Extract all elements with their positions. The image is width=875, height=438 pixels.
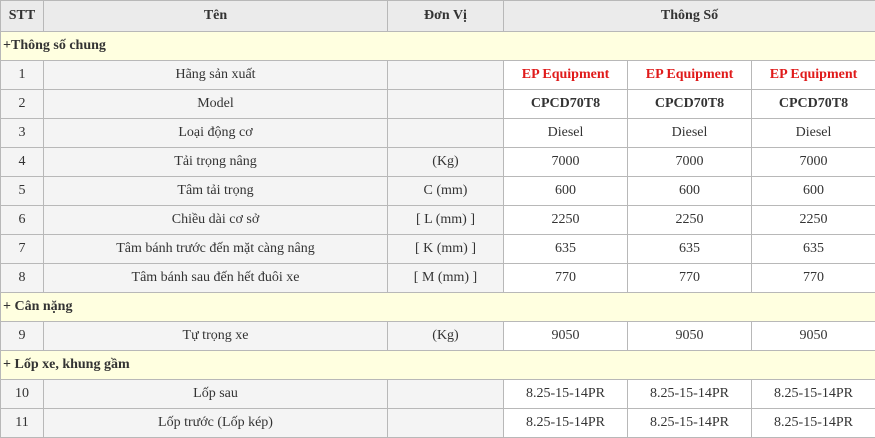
row-stt: 1 <box>1 61 44 90</box>
row-value: 8.25-15-14PR <box>504 409 628 438</box>
row-stt: 5 <box>1 177 44 206</box>
row-value: EP Equipment <box>628 61 752 90</box>
row-stt: 3 <box>1 119 44 148</box>
row-value: 635 <box>504 235 628 264</box>
row-unit <box>388 409 504 438</box>
row-stt: 11 <box>1 409 44 438</box>
row-value: 8.25-15-14PR <box>628 380 752 409</box>
row-stt: 2 <box>1 90 44 119</box>
section-row <box>1 32 875 61</box>
row-stt: 10 <box>1 380 44 409</box>
row-value: CPCD70T8 <box>504 90 628 119</box>
section-title: + Cân nặng <box>1 293 875 322</box>
row-value: 7000 <box>752 148 875 177</box>
row-value: 770 <box>504 264 628 293</box>
row-value: CPCD70T8 <box>752 90 875 119</box>
row-value: 600 <box>504 177 628 206</box>
row-name: Tâm bánh trước đến mặt càng nâng <box>44 235 388 264</box>
section-row <box>1 293 875 322</box>
row-value: 770 <box>752 264 875 293</box>
row-value: 600 <box>752 177 875 206</box>
row-name: Lốp sau <box>44 380 388 409</box>
header-name: Tên <box>44 1 388 32</box>
row-value: 8.25-15-14PR <box>504 380 628 409</box>
row-value: 7000 <box>504 148 628 177</box>
row-unit: [ L (mm) ] <box>388 206 504 235</box>
row-value: 8.25-15-14PR <box>628 409 752 438</box>
row-name: Lốp trước (Lốp kép) <box>44 409 388 438</box>
header-unit: Đơn Vị <box>388 1 504 32</box>
row-stt: 7 <box>1 235 44 264</box>
header-stt: STT <box>1 1 44 32</box>
table-row <box>1 235 875 264</box>
table-row <box>1 322 875 351</box>
table-row <box>1 409 875 438</box>
row-value: 8.25-15-14PR <box>752 380 875 409</box>
row-name: Loại động cơ <box>44 119 388 148</box>
row-name: Chiều dài cơ sở <box>44 206 388 235</box>
table-row <box>1 206 875 235</box>
row-value: 2250 <box>628 206 752 235</box>
section-title: +Thông số chung <box>1 32 875 61</box>
section-row <box>1 351 875 380</box>
row-value: 2250 <box>504 206 628 235</box>
row-value: EP Equipment <box>752 61 875 90</box>
row-value: 9050 <box>504 322 628 351</box>
section-title: + Lốp xe, khung gầm <box>1 351 875 380</box>
row-name: Tự trọng xe <box>44 322 388 351</box>
table-row <box>1 264 875 293</box>
table-row <box>1 61 875 90</box>
row-unit: [ K (mm) ] <box>388 235 504 264</box>
row-stt: 6 <box>1 206 44 235</box>
row-value: 635 <box>752 235 875 264</box>
table-row <box>1 177 875 206</box>
row-unit: (Kg) <box>388 148 504 177</box>
row-value: 600 <box>628 177 752 206</box>
row-value: 8.25-15-14PR <box>752 409 875 438</box>
row-value: 770 <box>628 264 752 293</box>
row-value: 9050 <box>628 322 752 351</box>
row-unit: (Kg) <box>388 322 504 351</box>
row-stt: 4 <box>1 148 44 177</box>
row-value: EP Equipment <box>504 61 628 90</box>
table-row <box>1 380 875 409</box>
row-unit: [ M (mm) ] <box>388 264 504 293</box>
row-value: Diesel <box>504 119 628 148</box>
row-stt: 8 <box>1 264 44 293</box>
row-value: 7000 <box>628 148 752 177</box>
row-unit <box>388 90 504 119</box>
row-value: 635 <box>628 235 752 264</box>
row-value: 2250 <box>752 206 875 235</box>
table-row <box>1 90 875 119</box>
row-value: CPCD70T8 <box>628 90 752 119</box>
row-name: Tâm bánh sau đến hết đuôi xe <box>44 264 388 293</box>
row-value: Diesel <box>752 119 875 148</box>
row-value: 9050 <box>752 322 875 351</box>
row-name: Model <box>44 90 388 119</box>
row-unit <box>388 380 504 409</box>
row-name: Tâm tải trọng <box>44 177 388 206</box>
row-unit <box>388 61 504 90</box>
header-spec: Thông Số <box>504 1 875 32</box>
table-row <box>1 148 875 177</box>
row-unit <box>388 119 504 148</box>
header-row <box>1 1 875 32</box>
row-name: Hãng sản xuất <box>44 61 388 90</box>
row-value: Diesel <box>628 119 752 148</box>
table-row <box>1 119 875 148</box>
row-stt: 9 <box>1 322 44 351</box>
row-name: Tải trọng nâng <box>44 148 388 177</box>
row-unit: C (mm) <box>388 177 504 206</box>
